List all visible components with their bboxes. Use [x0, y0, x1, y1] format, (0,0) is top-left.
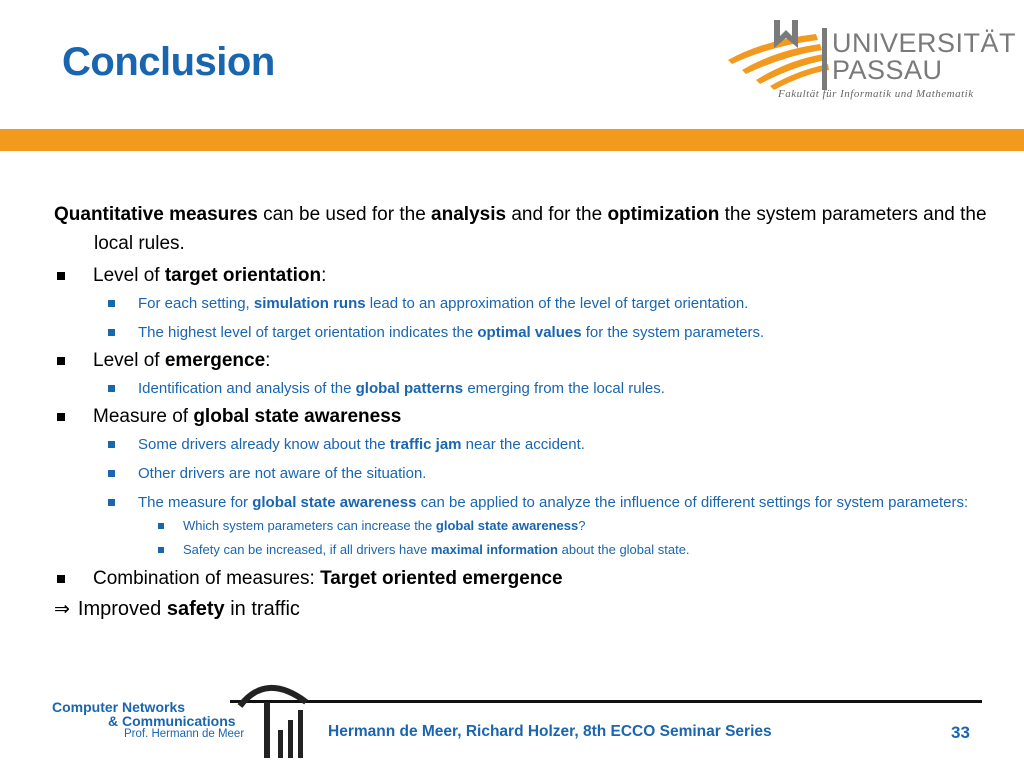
sub-bullet-text: Some drivers already know about the	[138, 436, 390, 453]
bullet-bold: global state awareness	[193, 406, 402, 427]
footer-group-line2: & Communications	[108, 713, 236, 729]
sub-bullet-text: lead to an approximation of the level of target orientation.	[365, 295, 749, 312]
square-bullet-icon	[158, 523, 164, 529]
intro-text-3: the system parameters and the local rules.	[94, 204, 987, 254]
sub-bullet-other-drivers	[54, 463, 989, 484]
subsub-bullet-bold: global state awareness	[435, 518, 579, 533]
header-divider-bar	[0, 129, 1024, 151]
square-bullet-icon	[108, 329, 115, 336]
sub-bullet-text: For each setting,	[138, 295, 254, 312]
bullet-text: Combination of measures:	[93, 568, 321, 589]
intro-bold-2: analysis	[431, 204, 507, 225]
bullet-target-orientation	[54, 264, 989, 288]
sub-bullet-text: emerging from the local rules.	[463, 380, 665, 397]
conclusion-bold: safety	[166, 598, 225, 620]
sub-bullet-optimal-values	[54, 322, 989, 343]
bullet-bold: target orientation	[164, 265, 322, 286]
footer-divider-line	[230, 700, 982, 703]
logo-name-line2: PASSAU	[832, 55, 943, 85]
bullet-text: Level of	[93, 265, 165, 286]
subsub-bullet-safety	[54, 541, 989, 559]
intro-bold-3: optimization	[607, 204, 720, 225]
sub-bullet-text: near the accident.	[461, 436, 585, 453]
bullet-emergence	[54, 349, 989, 373]
subsub-bullet-text: Which system parameters can increase the	[183, 518, 436, 533]
implies-arrow-icon: ⇒	[54, 598, 70, 620]
sub-bullet-bold: global patterns	[355, 380, 464, 397]
sub-bullet-global-patterns	[54, 378, 989, 399]
cnc-logo-icon	[226, 672, 316, 762]
footer-authors: Hermann de Meer, Richard Holzer, 8th ECCO Seminar Series	[328, 723, 772, 740]
square-bullet-icon	[57, 575, 65, 583]
bullet-combination	[54, 567, 989, 591]
sub-bullet-text: for the system parameters.	[581, 324, 765, 341]
logo-name-line1: UNIVERSITÄT	[832, 28, 1017, 58]
square-bullet-icon	[108, 470, 115, 477]
intro-text-1: can be used for the	[257, 204, 432, 225]
square-bullet-icon	[108, 300, 115, 307]
subsub-bullet-parameters	[54, 517, 989, 535]
bullet-text: :	[265, 350, 271, 371]
slide-content	[54, 200, 989, 623]
square-bullet-icon	[108, 441, 115, 448]
bullet-global-state-awareness	[54, 405, 989, 429]
logo-wordmark	[832, 30, 1016, 84]
sub-bullet-text: can be applied to analyze the influence of different settings for system parameters:	[416, 494, 969, 511]
intro-paragraph	[54, 200, 989, 258]
slide-title: Conclusion	[62, 40, 275, 84]
footer-group-line3: Prof. Hermann de Meer	[124, 728, 245, 740]
square-bullet-icon	[108, 385, 115, 392]
bullet-bold: Target oriented emergence	[320, 568, 563, 589]
bullet-text: :	[321, 265, 327, 286]
bullet-text: Level of	[93, 350, 165, 371]
footer-group-line1: Computer Networks	[52, 699, 186, 715]
intro-bold-1: Quantitative measures	[54, 204, 258, 225]
sub-bullet-simulation-runs	[54, 293, 989, 314]
subsub-bullet-text: Safety can be increased, if all drivers have	[183, 542, 431, 557]
conclusion-line	[54, 595, 989, 623]
square-bullet-icon	[57, 357, 65, 365]
sub-bullet-traffic-jam	[54, 434, 989, 455]
sub-bullet-text: The highest level of target orientation indicates the	[138, 324, 478, 341]
subsub-bullet-text: ?	[578, 518, 586, 533]
sub-bullet-text: The measure for	[138, 494, 253, 511]
conclusion-text: in traffic	[224, 598, 300, 620]
subsub-bullet-bold: maximal information	[430, 542, 558, 557]
sub-bullet-bold: simulation runs	[253, 295, 366, 312]
sub-bullet-text: Other drivers are not aware of the situation.	[138, 465, 427, 482]
sub-bullet-measure-applied	[54, 492, 989, 513]
subsub-bullet-text: about the global state.	[558, 542, 690, 557]
square-bullet-icon	[108, 499, 115, 506]
sub-bullet-bold: traffic jam	[389, 436, 462, 453]
sub-bullet-bold: optimal values	[477, 324, 582, 341]
intro-text-2: and for the	[506, 204, 608, 225]
page-number: 33	[951, 723, 970, 742]
square-bullet-icon	[158, 547, 164, 553]
bullet-bold: emergence	[164, 350, 266, 371]
sub-bullet-bold: global state awareness	[252, 494, 417, 511]
logo-subtitle: Fakultät für Informatik und Mathematik	[778, 88, 974, 100]
sub-bullet-text: Identification and analysis of the	[138, 380, 356, 397]
square-bullet-icon	[57, 413, 65, 421]
bullet-text: Measure of	[93, 406, 194, 427]
square-bullet-icon	[57, 272, 65, 280]
conclusion-text: Improved	[77, 598, 167, 620]
